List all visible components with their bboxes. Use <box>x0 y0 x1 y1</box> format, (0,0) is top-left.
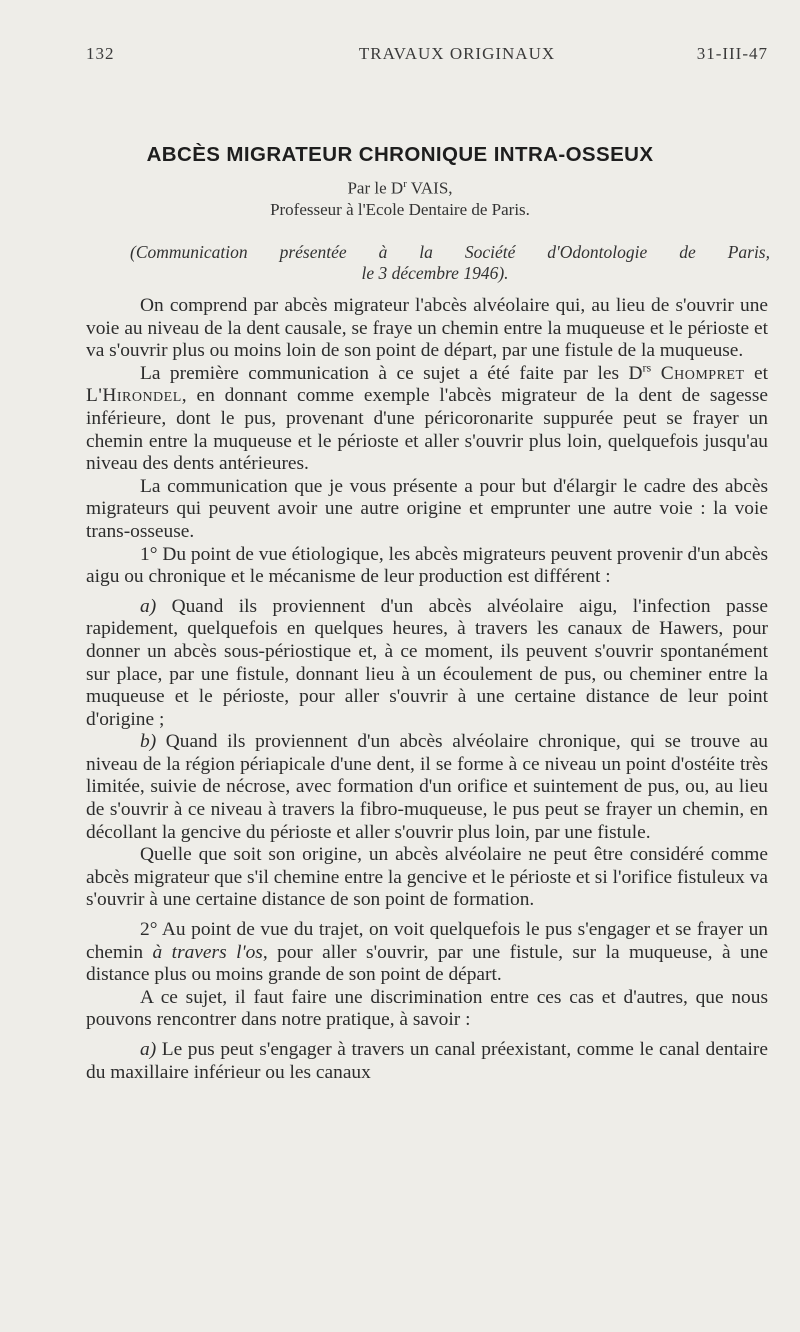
page-number: 132 <box>86 44 115 63</box>
p8-text-b: , pour aller s'ouvrir, par une fistule, sur la muqueuse, à une distance plus ou moins grande de son point de départ. <box>86 941 768 986</box>
p2-and: et <box>744 362 768 384</box>
p8-text-a: 2° Au point de vue du trajet, on voit quelquefois le pus s'engager et se frayer un chemin <box>86 919 768 963</box>
p10-text: Le pus peut s'engager à travers un canal préexistant, comme le canal dentaire du maxillaire inférieur ou les canaux <box>86 1039 768 1083</box>
paragraph-purpose: La communication que je vous présente a pour but d'élargir le cadre des abcès migrateurs qui peuvent avoir une autre origine et emprunter une autre voie : la voie trans-osseuse. <box>86 475 768 542</box>
paragraph-first-communication <box>86 360 768 476</box>
running-head <box>86 44 768 68</box>
item-label-a2: a) <box>140 1039 157 1060</box>
author-chompret: Chompret <box>660 362 745 384</box>
author-affiliation: Professeur à l'Ecole Dentaire de Paris. <box>270 200 530 219</box>
item-label-b: b) <box>140 731 157 753</box>
paragraph-discrimination: A ce sujet, il faut faire une discrimination entre ces cas et d'autres, que nous pouvons rencontrer dans notre pratique, à savoir : <box>86 986 768 1031</box>
communication-note <box>130 242 770 284</box>
communication-line-1: (Communication présentée à la Société d'Odontologie de Paris, <box>130 242 770 262</box>
paragraph-definition: On comprend par abcès migrateur l'abcès alvéolaire qui, au lieu de s'ouvrir une voie au niveau de la dent causale, se fraye un chemin entre la muqueuse et le périoste et va s'ouvrir plus ou moins loin de son point de départ, par une fistule de la muqueuse. <box>86 295 768 362</box>
paragraph-definition-criteria: Quelle que soit son origine, un abcès alvéolaire ne peut être considéré comme abcès migrateur que s'il chemine entre la gencive et le périoste et si l'orifice fistuleux va s'ouvrir à une certaine distance de son point de formation. <box>86 844 768 911</box>
paragraph-chronic-abscess <box>86 731 768 844</box>
p8-italic: à travers l'os <box>152 941 263 963</box>
article-body <box>86 295 768 1084</box>
author-name: VAIS, <box>406 178 453 198</box>
journal-section-title: TRAVAUX ORIGINAUX <box>358 44 556 63</box>
paragraph-trajectory <box>86 919 768 987</box>
author-prefix: Par le D <box>347 178 404 198</box>
paragraph-preexisting-canal <box>86 1039 768 1084</box>
item-label-a: a) <box>140 595 157 617</box>
author-line <box>0 178 800 199</box>
paragraph-etiology: 1° Du point de vue étiologique, les abcès migrateurs peuvent provenir d'un abcès aigu ou chronique et le mécanisme de leur production est différent : <box>86 543 768 588</box>
communication-line-2: le 3 décembre 1946). <box>361 263 509 283</box>
p6-text: Quand ils proviennent d'un abcès alvéolaire chronique, qui se trouve au niveau de la région périapicale d'une dent, il se forme à ce niveau un point d'ostéite très limitée, suivie de nécrose, avec formation d'un orifice et suintement de pus, ou, au lieu de s'ouvrir à ce niveau à travers la fibro-muqueuse, le pus peut se frayer un chemin, en décollant la gencive du périoste et aller s'ouvrir plus loin, par une fistule. <box>86 731 768 843</box>
p2-text-a: La première communication à ce sujet a été faite par les D <box>140 362 643 384</box>
author-lhirondel: L'Hirondel <box>86 385 182 407</box>
p5-text: Quand ils proviennent d'un abcès alvéolaire aigu, l'infection passe rapidement, quelquefois en quelques heures, à travers les canaux de Hawers, pour donner un abcès sous-périostique et, à ce moment, ils peuvent s'ouvrir spontanément sur place, par une fistule, donnant lieu à un écoulement de pus, ou cheminer entre la muqueuse et le périoste, pour aller s'ouvrir à une certaine distance de leur point d'origine ; <box>86 595 768 730</box>
article-title: ABCÈS MIGRATEUR CHRONIQUE INTRA-OSSEUX <box>146 143 654 166</box>
paragraph-acute-abscess <box>86 596 768 732</box>
p2-superscript: rs <box>642 360 652 375</box>
issue-date: 31-III-47 <box>696 44 768 63</box>
author-title-superscript: r <box>403 178 407 190</box>
p2-text-b: , en donnant comme exemple l'abcès migrateur de la dent de sagesse inférieure, dont le pus, provenant d'une péricoronarite suppurée peut se frayer un chemin entre la muqueuse et le périoste et aller s'ouvrir plus loin, quelquefois jusqu'au niveau des dents antérieures. <box>86 385 768 475</box>
